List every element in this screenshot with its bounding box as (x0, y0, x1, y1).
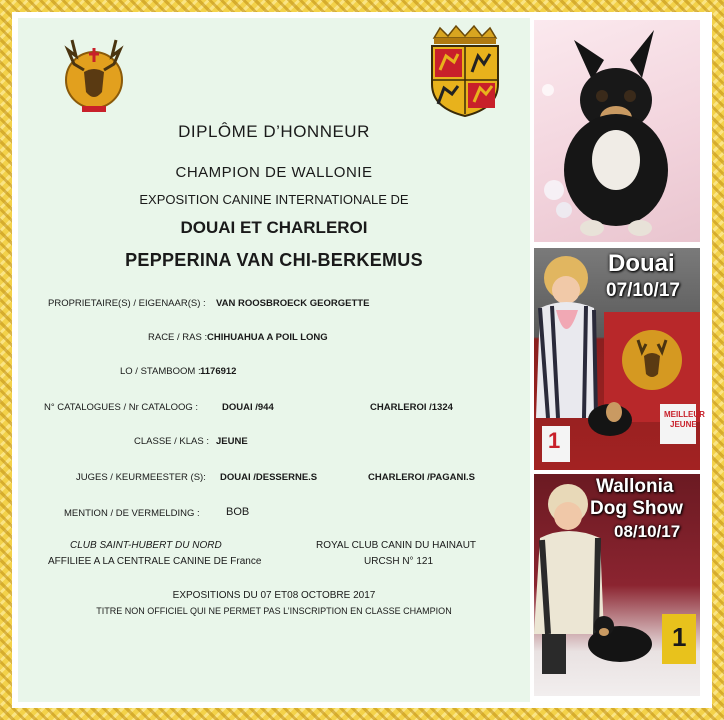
dog-show-title: Dog Show (590, 498, 683, 519)
catalogue-douai: DOUAI /944 (222, 402, 274, 413)
lo-label: LO / STAMBOOM : (120, 366, 201, 377)
mention-label: MENTION / DE VERMELDING : (64, 508, 200, 519)
first-place-sign: 1 (672, 622, 687, 652)
club-left-affiliation: AFFILIEE A LA CENTRALE CANINE DE France (48, 556, 262, 567)
club-right-number: URCSH N° 121 (364, 556, 434, 567)
lo-value: 1176912 (200, 366, 237, 377)
cities-line: DOUAI ET CHARLEROI (180, 218, 368, 237)
douai-title: Douai (608, 250, 675, 277)
juges-label: JUGES / KEURMEESTER (S): (76, 472, 206, 483)
douai-show-photo (534, 248, 705, 470)
classe-label: CLASSE / KLAS : (134, 436, 209, 447)
club-left-name: CLUB SAINT-HUBERT DU NORD (70, 540, 222, 551)
juges-douai: DOUAI /DESSERNE.S (220, 472, 318, 483)
mention-value: BOB (226, 506, 250, 518)
classe-value: JEUNE (216, 436, 248, 447)
dog-portrait-photo (534, 20, 700, 242)
meilleur-label: MEILLEUR (664, 410, 705, 419)
catalogue-charleroi: CHARLEROI /1324 (370, 402, 453, 413)
unofficial-title-note: TITRE NON OFFICIEL QUI NE PERMET PAS L’INSCRIPTION EN CLASSE CHAMPION (96, 606, 452, 616)
owner-label: PROPRIETAIRE(S) / EIGENAAR(S) : (48, 298, 206, 309)
juges-charleroi: CHARLEROI /PAGANI.S (368, 472, 475, 483)
douai-date: 07/10/17 (606, 280, 680, 301)
champion-title: CHAMPION DE WALLONIE (175, 164, 373, 181)
diploma-certificate (18, 18, 530, 702)
exposition-line: EXPOSITION CANINE INTERNATIONALE DE (139, 192, 409, 207)
owner-value: VAN ROOSBROECK GEORGETTE (216, 298, 370, 309)
wallonia-title: Wallonia (596, 476, 674, 497)
club-right-name: ROYAL CLUB CANIN DU HAINAUT (316, 540, 477, 551)
wallonia-date: 08/10/17 (614, 522, 681, 541)
race-value: CHIHUAHUA A POIL LONG (207, 332, 328, 343)
expositions-dates: EXPOSITIONS DU 07 ET08 OCTOBRE 2017 (172, 590, 376, 601)
stag-emblem-icon (54, 28, 134, 124)
catalogue-label: N° CATALOGUES / Nr CATALOOG : (44, 402, 199, 413)
jeune-label: JEUNE (670, 420, 697, 429)
coat-of-arms-icon (424, 22, 506, 118)
first-place-card: 1 (548, 428, 561, 453)
diploma-title: DIPLÔME D’HONNEUR (178, 122, 370, 141)
wallonia-show-photo (534, 474, 700, 696)
dog-name: PEPPERINA VAN CHI-BERKEMUS (125, 250, 423, 270)
chihuahua-portrait-icon (534, 20, 700, 242)
race-label: RACE / RAS : (148, 332, 208, 343)
